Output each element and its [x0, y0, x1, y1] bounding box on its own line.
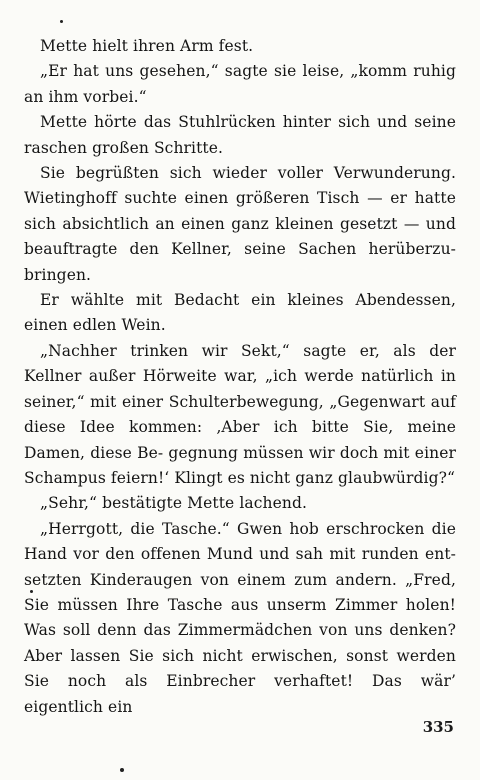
print-speck: [120, 768, 124, 772]
print-speck: [30, 590, 33, 593]
body-text: [24, 34, 456, 720]
paragraph-6: „Nachher trinken wir Sekt,“ sagte er, als der Kellner außer Hörweite war, „ich werde natürlich in seiner,“ mit einer Schulterbewegung, „Gegenwart auf diese Idee kommen: ‚Aber ich bitte Sie, meine Damen, diese Be- gegnung müssen wir doch mit einer Schampus feiern!‘ Klingt es nicht ganz glaubwürdig?“: [24, 341, 456, 487]
paragraph-8: „Herrgott, die Tasche.“ Gwen hob erschrocken die Hand vor den offenen Mund und sah mit runden ent- setzten Kinderaugen von einem zum andern. „Fred, Sie müssen Ihre Tasche aus unserm Zimmer holen! Was soll denn das Zimmermädchen von uns denken? Aber lassen Sie sich nicht erwischen, sonst werden Sie noch als Einbrecher verhaftet! Das wär’ eigentlich ein: [24, 519, 456, 716]
print-speck: [60, 20, 63, 23]
paragraph-1: Mette hielt ihren Arm fest.: [40, 37, 254, 55]
page-number: 335: [422, 718, 454, 736]
paragraph-7: „Sehr,“ bestätigte Mette lachend.: [40, 494, 308, 513]
paragraph-2: „Er hat uns gesehen,“ sagte sie leise, „komm ruhig an ihm vorbei.“: [24, 62, 456, 106]
paragraph-3: Mette hörte das Stuhlrücken hinter sich und seine raschen großen Schritte.: [24, 113, 456, 157]
paragraph-5: Er wählte mit Bedacht ein kleines Abendessen, einen edlen Wein.: [24, 291, 456, 335]
paragraph-4: Sie begrüßten sich wieder voller Verwunderung. Wietinghoff suchte einen größeren Tisch — er hatte sich absichtlich an einen ganz kleinen gesetzt — und beauftragte den Kellner, seine Sachen herüberzu- bringen.: [24, 164, 456, 284]
